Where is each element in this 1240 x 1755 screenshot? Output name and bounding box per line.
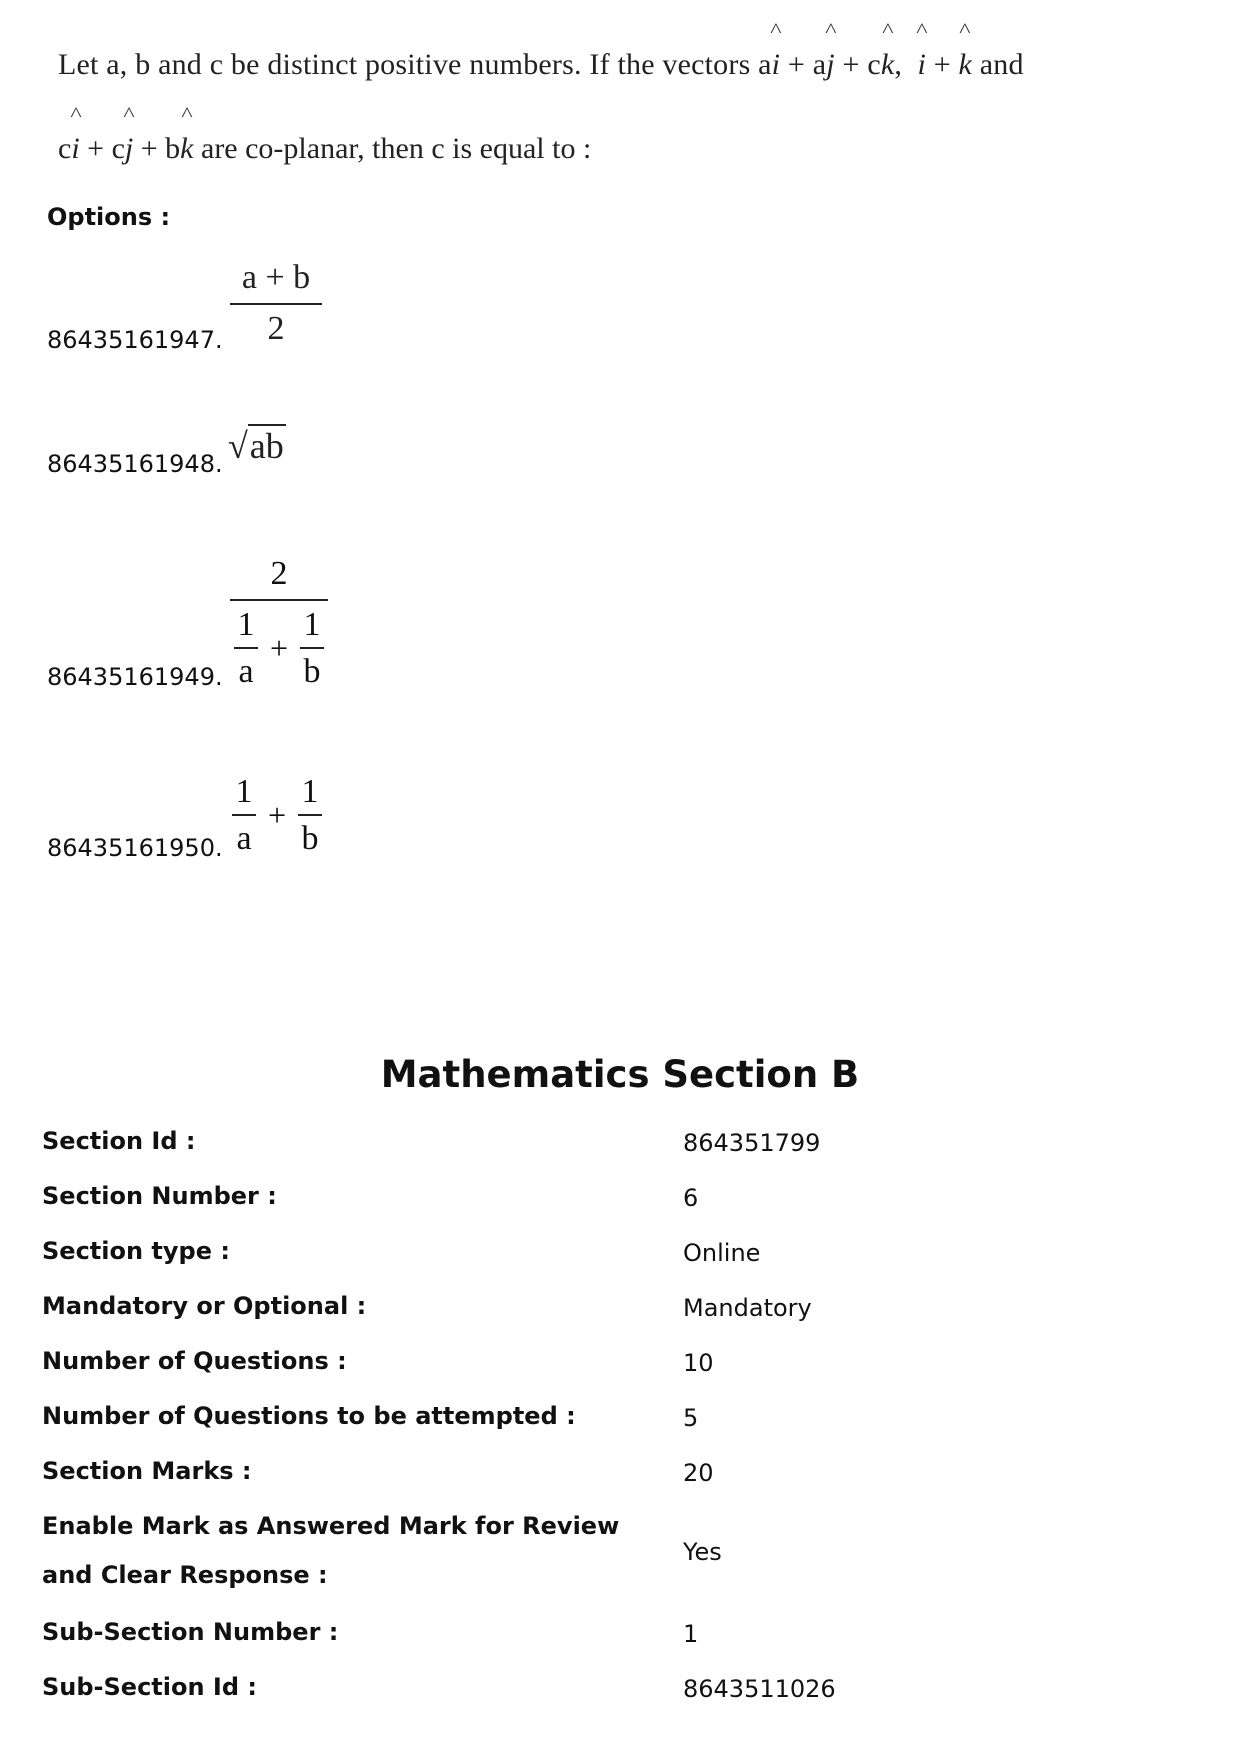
info-label-questions-attempted: Number of Questions to be attempted : bbox=[42, 1402, 576, 1430]
info-value-section-marks: 20 bbox=[683, 1459, 714, 1487]
info-label-num-questions: Number of Questions : bbox=[42, 1347, 347, 1375]
question-text-end: are co-planar, then c is equal to : bbox=[193, 132, 592, 165]
info-value-section-type: Online bbox=[683, 1239, 761, 1267]
info-value-subsection-number: 1 bbox=[683, 1620, 699, 1648]
info-value-mandatory: Mandatory bbox=[683, 1294, 812, 1322]
info-value-subsection-id: 8643511026 bbox=[683, 1675, 836, 1703]
question-text-and: and bbox=[972, 48, 1024, 81]
info-value-questions-attempted: 5 bbox=[683, 1404, 699, 1432]
option-id-4: 86435161950. bbox=[47, 834, 223, 862]
option-2-expression: √ab bbox=[228, 426, 284, 466]
info-value-section-id: 864351799 bbox=[683, 1129, 821, 1157]
info-value-enable-mark: Yes bbox=[683, 1538, 722, 1566]
question-line-2 bbox=[58, 132, 591, 166]
option-id-2: 86435161948. bbox=[47, 450, 223, 478]
info-label-enable-mark: Enable Mark as Answered Mark for Review and Clear Response : bbox=[42, 1512, 620, 1589]
vector-3: c^ i + c^ j + b^ k bbox=[58, 132, 194, 165]
question-line-1 bbox=[58, 48, 1024, 82]
option-3-expression: 2 $\frac{1}{a}$ + $\frac{1}{b}$ bbox=[230, 555, 328, 691]
info-label-mandatory: Mandatory or Optional : bbox=[42, 1292, 367, 1320]
info-label-subsection-number: Sub-Section Number : bbox=[42, 1618, 339, 1646]
option-1-expression: a + b 2 bbox=[230, 258, 322, 350]
info-label-section-id: Section Id : bbox=[42, 1127, 196, 1155]
option-id-1: 86435161947. bbox=[47, 326, 223, 354]
question-text-start: Let a, b and c be distinct positive numbers. If the vectors bbox=[58, 48, 759, 81]
info-label-subsection-id: Sub-Section Id : bbox=[42, 1673, 257, 1701]
info-value-num-questions: 10 bbox=[683, 1349, 714, 1377]
option-4-expression: $\frac{1}{a}$ + $\frac{1}{b}$ bbox=[228, 772, 326, 858]
info-label-section-type: Section type : bbox=[42, 1237, 230, 1265]
section-title: Mathematics Section B bbox=[380, 1053, 860, 1096]
info-label-section-marks: Section Marks : bbox=[42, 1457, 252, 1485]
info-value-section-number: 6 bbox=[683, 1184, 699, 1212]
options-heading: Options : bbox=[47, 203, 171, 231]
info-label-section-number: Section Number : bbox=[42, 1182, 277, 1210]
vector-1: a^ i + a^ j + c^ k, ^ i + ^ k bbox=[758, 48, 972, 81]
option-id-3: 86435161949. bbox=[47, 663, 223, 691]
